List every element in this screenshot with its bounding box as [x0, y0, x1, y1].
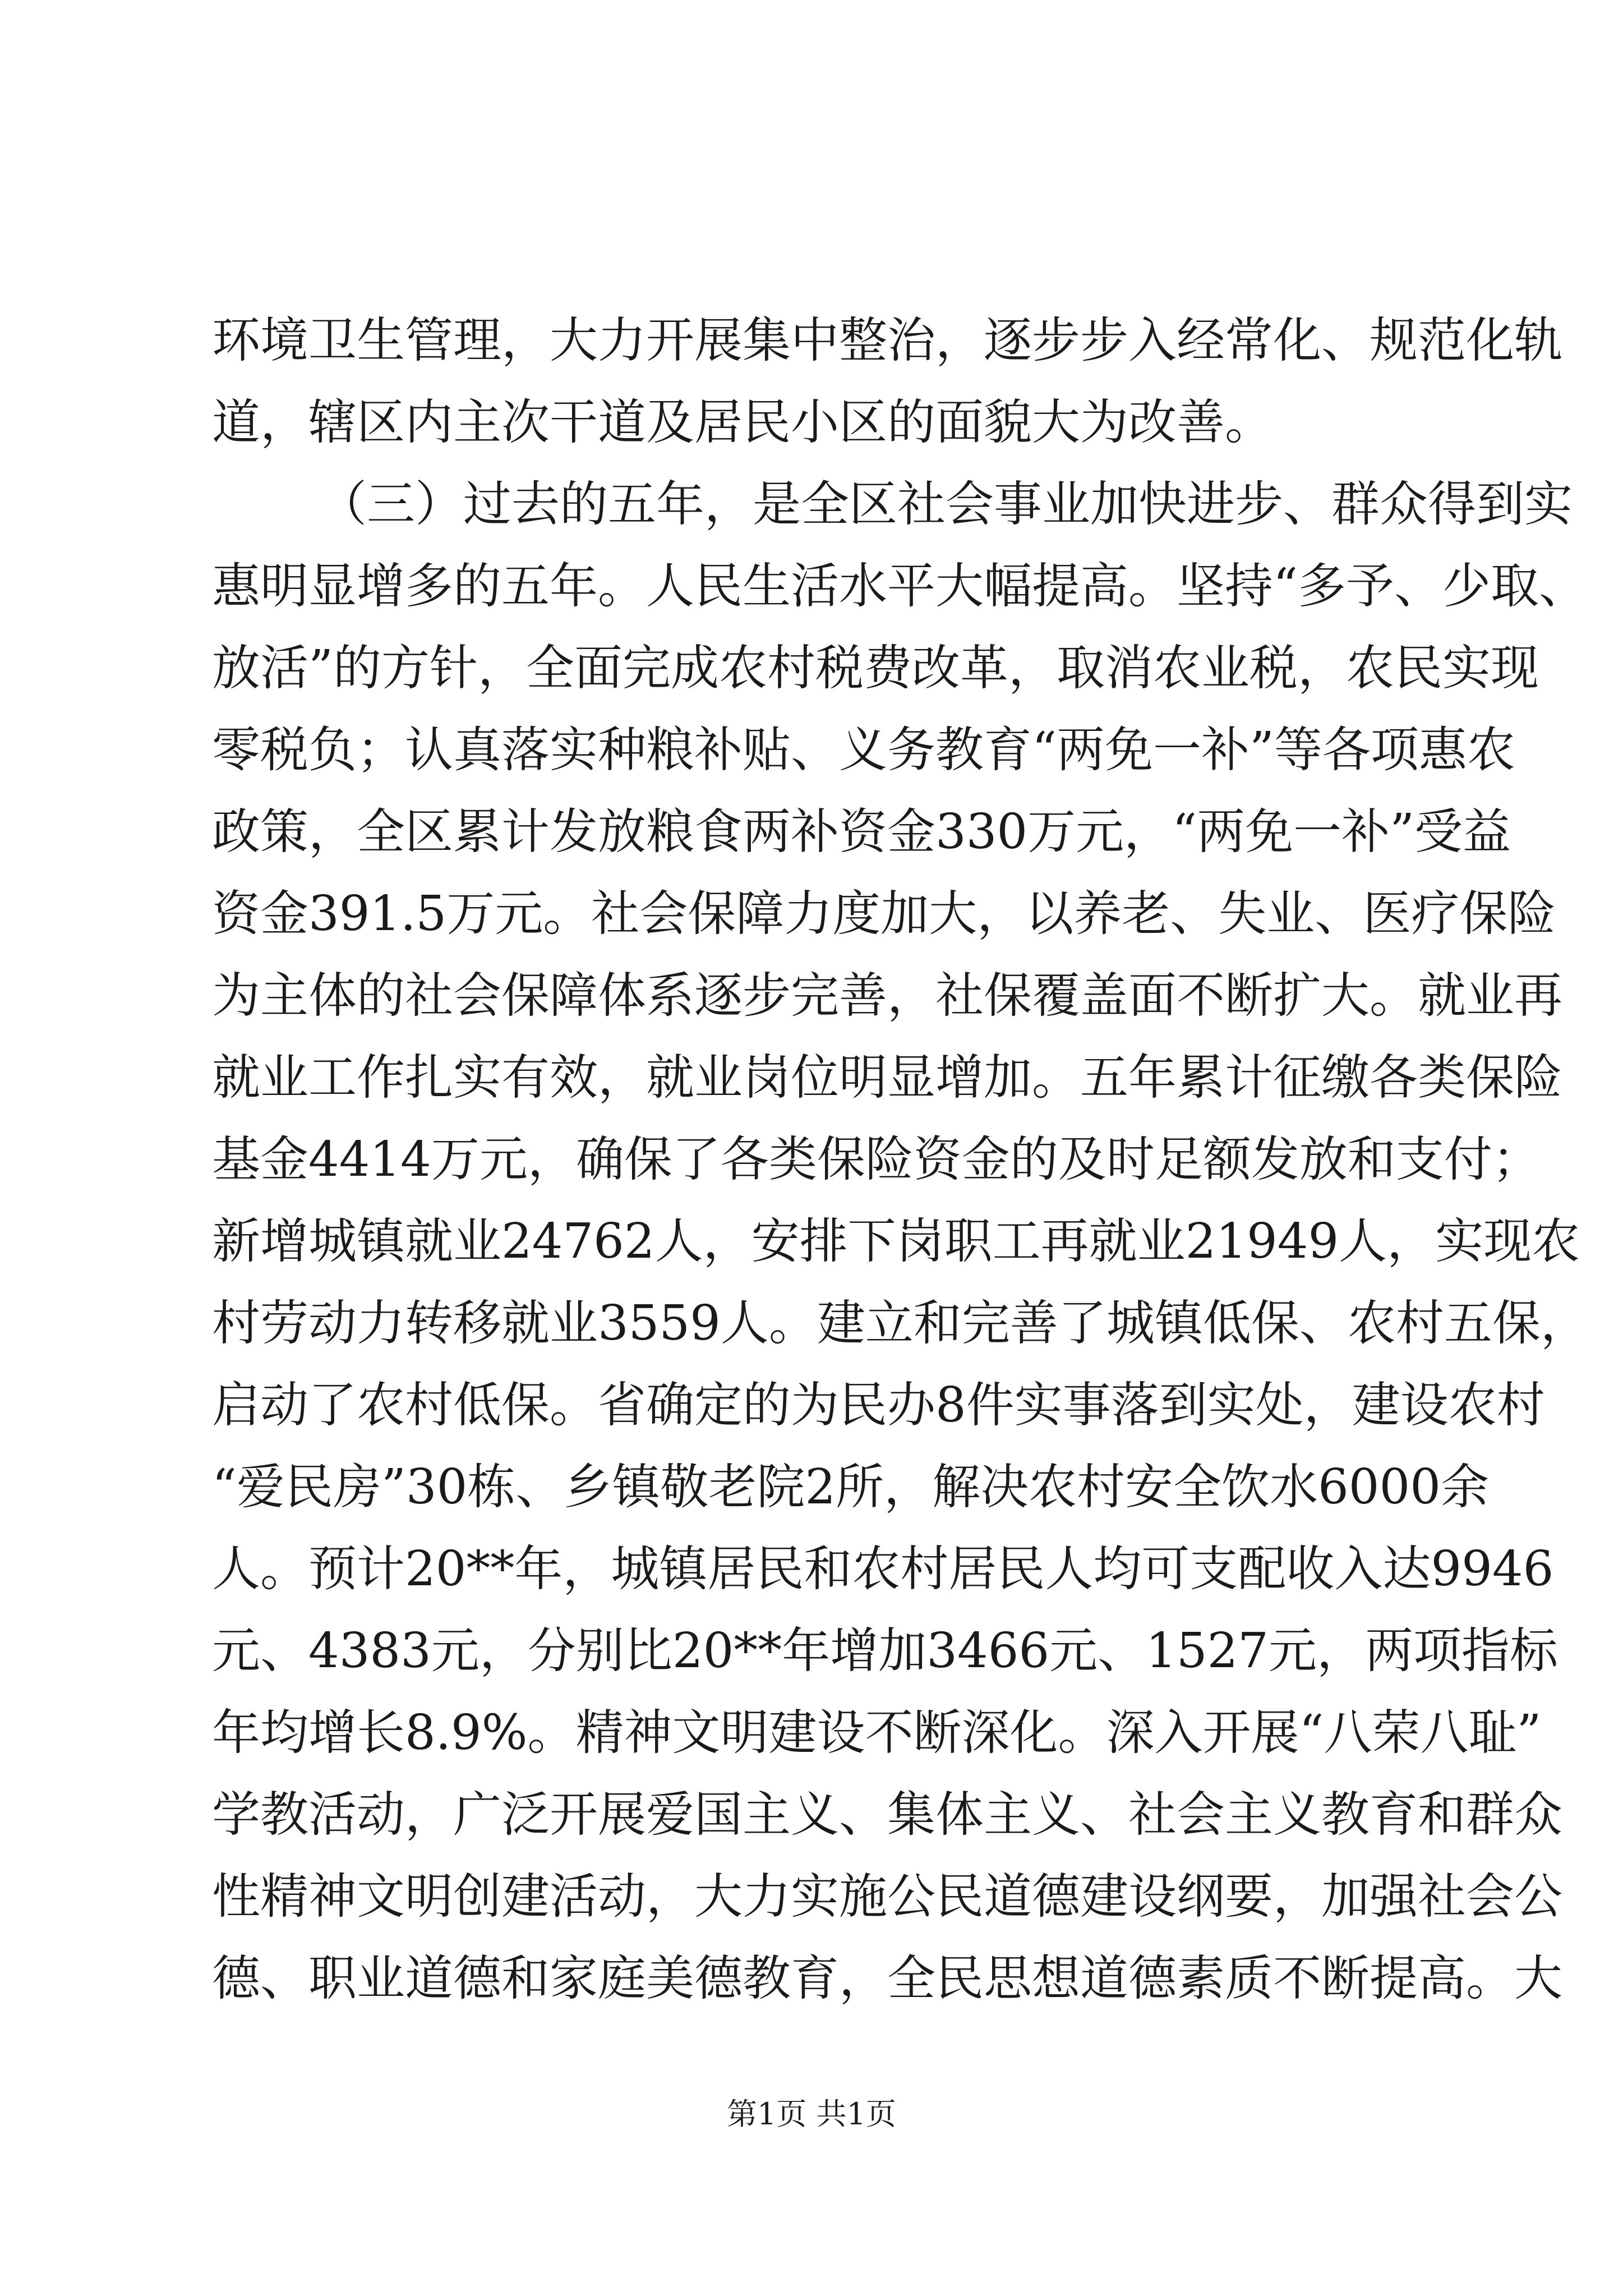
text-line: 道，辖区内主次干道及居民小区的面貌大为改善。 [212, 394, 1273, 450]
text-line: 政策，全区累计发放粮食两补资金330万元，“两免一补”受益 [212, 804, 1511, 860]
text-line: 启动了农村低保。省确定的为民办8件实事落到实处，建设农村 [212, 1377, 1545, 1433]
text-line: 年均增长8.9%。精神文明建设不断深化。深入开展“八荣八耻” [212, 1705, 1542, 1761]
text-line: 德、职业道德和家庭美德教育，全民思想道德素质不断提高。大 [212, 1950, 1562, 2007]
text-line: 性精神文明创建活动，大力实施公民道德建设纲要，加强社会公 [212, 1869, 1562, 1925]
text-line: 就业工作扎实有效，就业岗位明显增加。五年累计征缴各类保险 [212, 1050, 1562, 1106]
body-text [212, 300, 1589, 2019]
text-line: 惠明显增多的五年。人民生活水平大幅提高。坚持“多予、少取、 [212, 558, 1587, 614]
text-line: 人。预计20**年，城镇居民和农村居民人均可支配收入达9946 [212, 1541, 1554, 1597]
text-line: 新增城镇就业24762人，安排下岗职工再就业21949人，实现农 [212, 1213, 1580, 1269]
page-footer [0, 2095, 1623, 2134]
text-line: “爱民房”30栋、乡镇敬老院2所，解决农村安全饮水6000余 [212, 1459, 1489, 1515]
text-line: 基金4414万元，确保了各类保险资金的及时足额发放和支付； [212, 1131, 1541, 1188]
text-line: 零税负；认真落实种粮补贴、义务教育“两免一补”等各项惠农 [212, 722, 1515, 778]
text-line: 为主体的社会保障体系逐步完善，社保覆盖面不断扩大。就业再 [212, 968, 1562, 1024]
text-line: 放活”的方针，全面完成农村税费改革，取消农业税，农民实现 [212, 640, 1539, 696]
text-line: （三）过去的五年，是全区社会事业加快进步、群众得到实 [319, 476, 1573, 532]
text-line: 学教活动，广泛开展爱国主义、集体主义、社会主义教育和群众 [212, 1787, 1562, 1843]
text-line: 资金391.5万元。社会保障力度加大，以养老、失业、医疗保险 [212, 886, 1556, 942]
text-line: 元、4383元，分别比20**年增加3466元、1527元，两项指标 [212, 1623, 1559, 1679]
page-number: 第1页 共1页 [727, 2096, 896, 2132]
text-line: 村劳动力转移就业3559人。建立和完善了城镇低保、农村五保， [212, 1295, 1589, 1351]
text-line: 环境卫生管理，大力开展集中整治，逐步步入经常化、规范化轨 [212, 312, 1562, 369]
